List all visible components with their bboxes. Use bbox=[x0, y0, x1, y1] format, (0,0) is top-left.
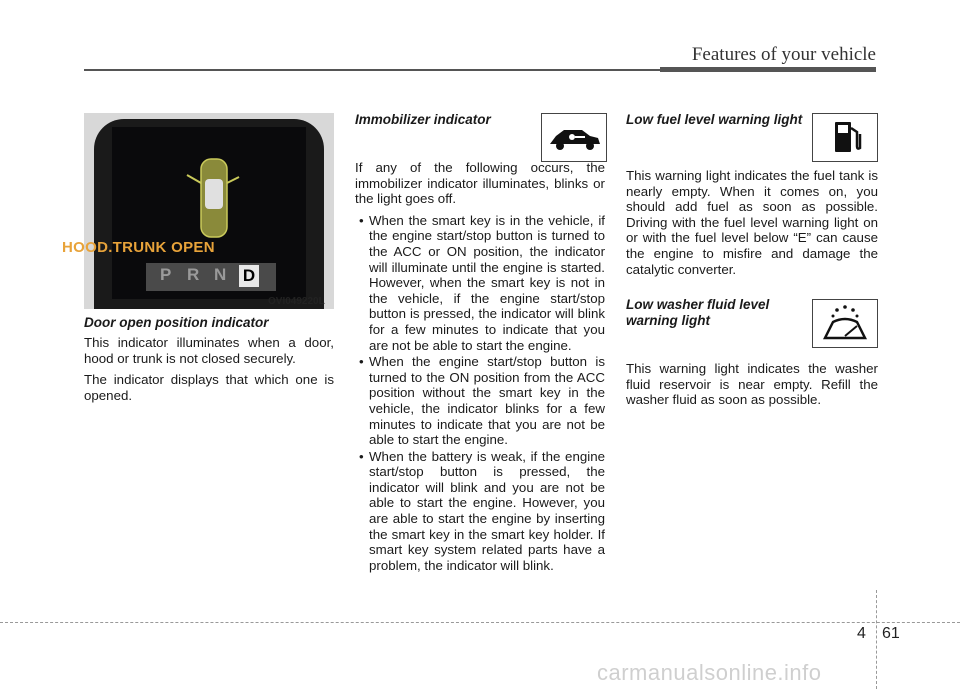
fuel-body: This warning light indicates the fuel tank is nearly empty. When it comes on, you should add fuel as soon as possible. Driving with the fuel level warning light on or with the fuel level below “E” can cause the engine to misfire and damage the catalytic converter. bbox=[626, 168, 878, 277]
gear-n: N bbox=[214, 265, 227, 284]
chapter-number: 4 bbox=[857, 625, 866, 642]
cluster-message: HOOD.TRUNK OPEN bbox=[62, 239, 215, 256]
washer-heading-line1: Low washer fluid level bbox=[626, 297, 770, 312]
immobilizer-intro: If any of the following occurs, the immobilizer indicator illuminates, blinks or the light goes off. bbox=[355, 160, 605, 207]
washer-body: This warning light indicates the washer fluid reservoir is near empty. Refill the washer fluid as soon as possible. bbox=[626, 361, 878, 408]
door-open-section bbox=[84, 315, 334, 409]
fuel-heading: Low fuel level warning light bbox=[626, 112, 803, 127]
fuel-section bbox=[626, 110, 878, 283]
header-rule-accent bbox=[660, 67, 876, 72]
door-open-paragraph-1: This indicator illuminates when a door, hood or trunk is not closed securely. bbox=[84, 335, 334, 366]
immobilizer-heading: Immobilizer indicator bbox=[355, 112, 491, 127]
list-item: • When the smart key is in the vehicle, if the engine start/stop button is turned to the ACC or ON position, the indicator will illuminate until the engine is started. However, when the smart key is not in the vehicle, if the engine start/stop button is pressed, the indicator will blink for a few minutes to indicate that you are not be able to start the engine. bbox=[359, 212, 605, 353]
washer-heading-line2: warning light bbox=[626, 313, 710, 328]
door-open-paragraph-2: The indicator displays that which one is opened. bbox=[84, 372, 334, 403]
immobilizer-bullets bbox=[355, 213, 605, 574]
gear-d-active: D bbox=[239, 265, 259, 287]
watermark: carmanualsonline.info bbox=[597, 660, 822, 685]
gear-p: P bbox=[160, 265, 172, 284]
list-item: • When the engine start/stop button is turned to the ON position from the ACC position without the smart key in the vehicle, the indicator blinks for a few minutes to indicate that you are not be able to start the engine. bbox=[359, 354, 605, 448]
page-number: 61 bbox=[882, 625, 900, 642]
section-title: Features of your vehicle bbox=[691, 44, 876, 65]
washer-section bbox=[626, 297, 878, 414]
footer-rule bbox=[0, 622, 960, 623]
gear-r: R bbox=[187, 265, 200, 284]
car-top-view-icon bbox=[179, 153, 249, 243]
list-item: • When the battery is weak, if the engine start/stop button is pressed, the indicator will blink and you are not be able to start the engine. However, you are able to start the engine by inserting the smart key in the smart key holder. If smart key system related parts have a problem, the indicator will blink. bbox=[359, 448, 605, 573]
immobilizer-section bbox=[355, 110, 605, 574]
footer-vertical-rule bbox=[876, 590, 877, 689]
image-code: OVI049220L bbox=[268, 296, 325, 307]
door-open-heading: Door open position indicator bbox=[84, 315, 269, 330]
